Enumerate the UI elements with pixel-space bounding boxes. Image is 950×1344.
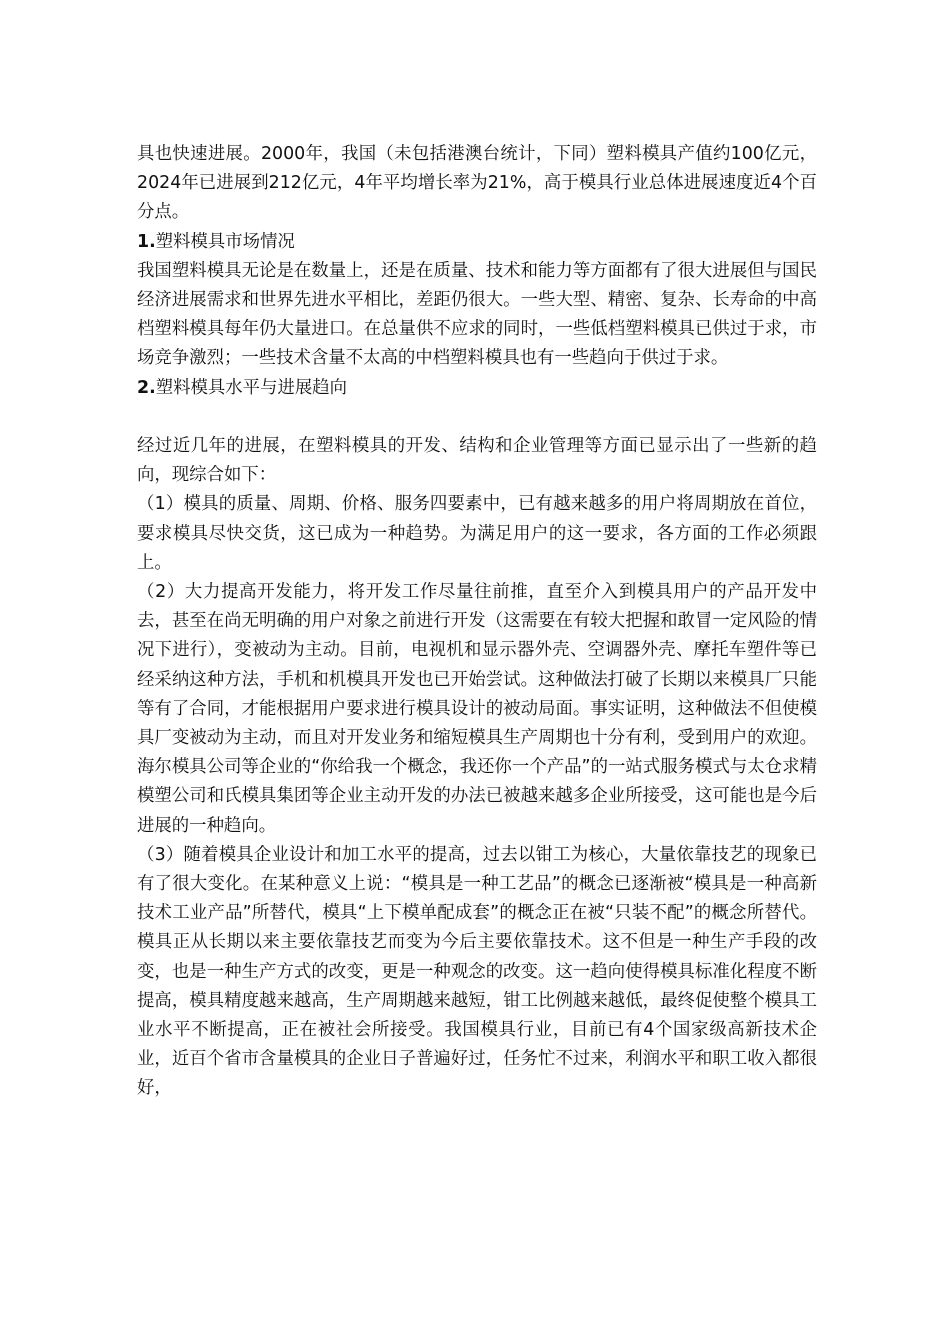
document-body (137, 140, 817, 1104)
list-item-2: （2）大力提高开发能力，将开发工作尽量往前推，直至介入到模具用户的产品开发中去，甚至在尚无明确的用户对象之前进行开发（这需要在有较大把握和敢冒一定风险的情况下进行），变被动为主动。目前，电视机和显示器外壳、空调器外壳、摩托车塑件等已经采纳这种方法，手机和机模具开发也已开始尝试。这种做法打破了长期以来模具厂只能等有了合同，才能根据用户要求进行模具设计的被动局面。事实证明，这种做法不但使模具厂变被动为主动，而且对开发业务和缩短模具生产周期也十分有利，受到用户的欢迎。海尔模具公司等企业的“你给我一个概念，我还你一个产品”的一站式服务模式与太仓求精模塑公司和氏模具集团等企业主动开发的办法已被越来越多企业所接受，这可能也是今后进展的一种趋向。 (137, 582, 817, 836)
section-heading-trends (137, 374, 817, 403)
blank-line (137, 403, 817, 432)
paragraph-market: 我国塑料模具无论是在数量上，还是在质量、技术和能力等方面都有了很大进展但与国民经济进展需求和世界先进水平相比，差距仍很大。一些大型、精密、复杂、长寿命的中高档塑料模具每年仍大量进口。在总量供不应求的同时，一些低档塑料模具已供过于求，市场竞争激烈；一些技术含量不太高的中档塑料模具也有一些趋向于供过于求。 (137, 260, 817, 369)
section-title: 塑料模具市场情况 (155, 231, 295, 252)
section-heading-market (137, 228, 817, 257)
section-number: 1. (137, 231, 156, 252)
list-item-1: （1）模具的质量、周期、价格、服务四要素中，已有越来越多的用户将周期放在首位，要求模具尽快交货，这已成为一种趋势。为满足用户的这一要求，各方面的工作必须跟上。 (137, 494, 817, 573)
paragraph-trends-intro: 经过近几年的进展，在塑料模具的开发、结构和企业管理等方面已显示出了一些新的趋向，现综合如下： (137, 436, 817, 486)
list-item-3: （3）随着模具企业设计和加工水平的提高，过去以钳工为核心，大量依靠技艺的现象已有了很大变化。在某种意义上说：“模具是一种工艺品”的概念已逐渐被“模具是一种高新技术工业产品”所替代，模具“上下模单配成套”的概念正在被“只装不配”的概念所替代。模具正从长期以来主要依靠技艺而变为今后主要依靠技术。这不但是一种生产手段的改变，也是一种生产方式的改变，更是一种观念的改变。这一趋向使得模具标准化程度不断提高，模具精度越来越高，生产周期越来越短，钳工比例越来越低，最终促使整个模具工业水平不断提高，正在被社会所接受。我国模具行业，目前已有4个国家级高新技术企业，近百个省市含量模具的企业日子普遍好过，任务忙不过来，利润水平和职工收入都很好， (137, 844, 817, 1099)
section-number: 2. (137, 377, 156, 398)
paragraph-intro: 具也快速进展。2000年，我国（未包括港澳台统计，下同）塑料模具产值约100亿元，2024年已进展到212亿元，4年平均增长率为21%，高于模具行业总体进展速度近4个百分点。 (137, 144, 817, 223)
section-title: 塑料模具水平与进展趋向 (155, 377, 348, 398)
